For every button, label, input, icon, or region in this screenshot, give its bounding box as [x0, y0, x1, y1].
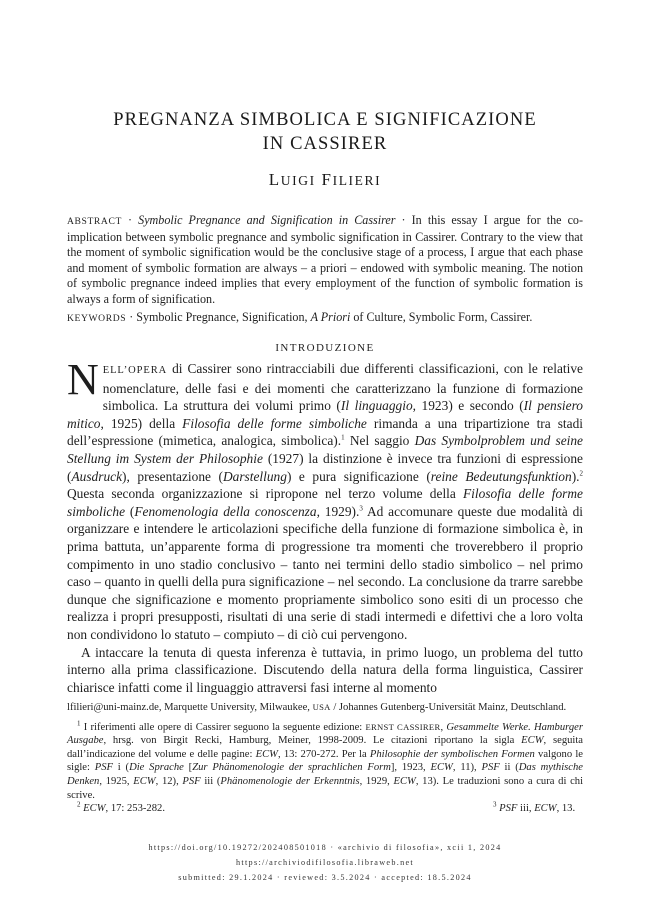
footnote-ref-1[interactable]: 1	[341, 433, 345, 442]
section-heading: INTRODUZIONE	[275, 342, 375, 354]
note-text-run: [	[183, 762, 193, 774]
body-italic-run: Filosofia delle forme simboliche	[67, 486, 583, 519]
footnote-number: 1	[77, 719, 81, 728]
body-text-run: (	[125, 503, 135, 519]
note-italic-run: Phänomenologie der Erkenntnis	[220, 775, 360, 787]
body-text	[67, 355, 584, 696]
note-text-run: ,	[440, 721, 447, 733]
affiliation-country: USA	[312, 702, 331, 712]
article-title-line-2: IN CASSIRER	[262, 134, 388, 154]
article-author	[0, 170, 650, 190]
note-text-run: valgono le sigle:	[67, 748, 583, 774]
keywords-text-a: Symbolic Pregnance, Signification,	[136, 310, 308, 324]
author-first-name-rest: UIGI	[280, 173, 316, 188]
note-text-run: iii,	[517, 803, 535, 815]
body-italic-run: Filosofia delle forme simboliche	[182, 415, 367, 431]
body-italic-run: Fenomenologia della conoscenza	[134, 503, 317, 519]
note-text-run: I riferimenti alle opere di Cassirer seguono la seguente edizione:	[83, 721, 366, 733]
note-author-name: ERNST CASSIRER	[365, 721, 441, 732]
note-italic-run: ECW	[83, 803, 106, 815]
footnote-ref-2[interactable]: 2	[579, 469, 584, 478]
note-italic-run: Gesammelte Werke. Hamburger Ausgabe	[67, 721, 583, 747]
note-text-run: iii (	[200, 775, 221, 787]
drop-cap: N	[67, 355, 99, 404]
body-paragraph-2: A intaccare la tenuta di questa inferenza è tuttavia, in primo luogo, un problema del tutto interno alla prima classificazione. Discutendo della natura della forma linguistica, Cassirer chiarisce infatti come il linguaggio attraversi fasi interne al momento	[67, 644, 583, 695]
author-initial-f: F	[321, 170, 333, 189]
author-last-name-rest: ILIERI	[332, 173, 382, 188]
body-italic-run: reine Bedeutungsfunktion	[430, 468, 572, 484]
note-text-run: ], 1923,	[390, 762, 431, 774]
note-text-run: , 1929,	[359, 775, 394, 787]
note-italic-run: Zur Phänomenologie der sprachlichen Form	[192, 762, 391, 774]
footnote-3	[493, 802, 575, 816]
body-text-run: ), presentazione (	[122, 468, 223, 484]
body-italic-run: Il linguaggio	[340, 398, 413, 414]
note-text-run: i (	[113, 762, 130, 774]
keywords-text-b: A Priori	[310, 310, 351, 324]
note-italic-run: PSF	[94, 762, 113, 774]
note-text-run: , 13). Le traduzioni sono a cura di chi scrive.	[67, 775, 584, 801]
affiliation-text: lfilieri@uni-mainz.de, Marquette University, Milwaukee,	[67, 702, 313, 713]
body-text-run: Nel saggio	[344, 433, 415, 449]
body-italic-run: Darstellung	[222, 468, 287, 484]
footnotes	[67, 701, 583, 816]
note-text-run: , hrsg. von Birgit Recki, Hamburg, Meiner, 1998-2009. Le citazioni riportano la sigla	[103, 735, 522, 747]
body-text-run: (1927) la distinzione è invece tra funzioni di espressione (	[67, 450, 583, 484]
lead-words: ELL’OPERA	[102, 365, 168, 376]
body-text-run: , 1923) e secondo (	[412, 398, 524, 414]
author-initial-l: L	[268, 170, 281, 189]
abstract-block: ABSTRACT · Symbolic Pregnance and Signification in Cassirer · In this essay I argue for the co-implication between symbolic pregnance and symbolic signification in Cassirer. Contrary to the view that the moment of symbolic signification would be the conclusive stage of a process, I argue that each phase and moment of symbolic formation are always – a priori – endowed with symbolic meaning. The notion of symbolic pregnance indeed implies that every employment of the function of symbolic formation is always a form of signification.	[67, 213, 584, 306]
footer-doi-line[interactable]: https://doi.org/10.19272/202408501018 · «archivio di filosofia», xcii 1, 2024	[148, 843, 502, 852]
note-text-run: , 12),	[155, 775, 183, 787]
footnote-2	[77, 802, 165, 816]
note-text-run: , 11),	[452, 762, 482, 774]
note-italic-run: PSF	[182, 775, 201, 787]
footnote-1	[67, 721, 583, 803]
body-text-run: , 1925) della	[100, 415, 183, 431]
affiliation-text: / Johannes Gutenberg-Universität Mainz, Deutschland.	[330, 702, 567, 713]
keywords-label: KEYWORDS	[67, 313, 127, 324]
keywords-block: KEYWORDS · Symbolic Pregnance, Signification, A Priori of Culture, Symbolic Form, Cassirer.	[67, 310, 533, 324]
body-text-run: Ad accomunare queste due modalità di organizzare e intendere le articolazioni specifiche della funzione di formazione simbolica è, in prima battuta, un’apparente forma di progressione tra momenti che troverebbero il proprio compimento in uno stadio conclusivo – tanto nei termini dello stadio simbolico – nel primo caso – quanto in quelli della pura significazione – nel secondo. La conclusione da trarre sarebbe dunque che significazione e momento propriamente simbolico sono esiti di un processo che realizza i propri presupposti, risultati di una serie di stadi intermedi e difettivi che a loro volta non condividono lo statuto – compiuto – di ciò cui pervengono.	[67, 503, 583, 642]
note-italic-run: PSF	[499, 803, 518, 815]
footnote-number: 3	[493, 800, 497, 809]
body-text-run: ) e pura significazione (	[286, 468, 431, 484]
abstract-label: ABSTRACT	[67, 216, 122, 227]
note-italic-run: ECW	[393, 775, 416, 787]
body-text-run: rimanda a una tripartizione tra stadi dell’espressione (mimetica, analogica, simbolica).	[67, 415, 583, 449]
note-italic-run: Das mythische Denken	[67, 762, 583, 787]
article-title-line-1: PREGNANZA SIMBOLICA E SIGNIFICAZIONE	[113, 110, 537, 130]
body-paragraph-1	[67, 355, 584, 644]
note-text-run: ii (	[499, 762, 519, 774]
footnotes-2-3-row	[67, 802, 583, 816]
note-italic-run: PSF	[481, 762, 500, 774]
footnote-number: 2	[77, 800, 81, 809]
note-text-run: , 17: 253-282.	[105, 803, 165, 815]
author-affiliation	[67, 701, 583, 715]
abstract-text: In this essay I argue for the co-implication between symbolic pregnance and symbolic signification in Cassirer. Contrary to the view that the moment of symbolic signification would be the conclusive stage of a process, I argue that each phase and moment of symbolic formation are always – a priori – endowed with symbolic meaning. The notion of symbolic pregnance indeed implies that every employment of the function of symbolic formation is always a form of signification.	[67, 213, 584, 306]
footer-dates-line: submitted: 29.1.2024 · reviewed: 3.5.2024 · accepted: 18.5.2024	[178, 873, 472, 882]
body-italic-run: Ausdruck	[71, 468, 123, 484]
body-text-run: Questa seconda organizzazione si ripropone nel terzo volume della	[67, 486, 463, 502]
body-text-run: di Cassirer sono rintracciabili due differenti classificazioni, con le relative nomenclature, delle fasi e dei momenti che caratterizzano la funzione di formazione simbolica. La struttura dei volumi primo (	[102, 361, 583, 414]
note-italic-run: ECW	[430, 762, 453, 774]
body-italic-run: Il pensiero mitico	[67, 398, 584, 431]
note-italic-run: ECW	[534, 803, 557, 815]
abstract-title: Symbolic Pregnance and Signification in Cassirer	[138, 213, 396, 227]
note-italic-run: Die Sprache	[129, 762, 184, 774]
body-text-run: ).	[571, 468, 580, 484]
body-italic-run: Das Symbolproblem und seine Stellung im System der Philosophie	[67, 433, 584, 466]
note-text-run: , seguita dall’indicazione del volume e delle pagine:	[67, 735, 584, 760]
note-italic-run: ECW	[133, 775, 156, 787]
keywords-text-c: of Culture, Symbolic Form, Cassirer.	[353, 310, 533, 324]
note-text-run: , 13: 270-272. Per la	[277, 748, 370, 760]
note-text-run: , 13.	[556, 803, 576, 815]
note-italic-run: Philosophie der symbolischen Formen	[369, 748, 535, 760]
note-text-run: , 1925,	[99, 775, 134, 787]
note-italic-run: ECW	[521, 735, 544, 747]
footer-website-line[interactable]: https://archiviodifilosofia.libraweb.net	[236, 858, 414, 867]
footnote-ref-3[interactable]: 3	[359, 504, 363, 513]
note-italic-run: ECW	[255, 748, 278, 760]
body-text-run: , 1929).	[316, 503, 360, 519]
